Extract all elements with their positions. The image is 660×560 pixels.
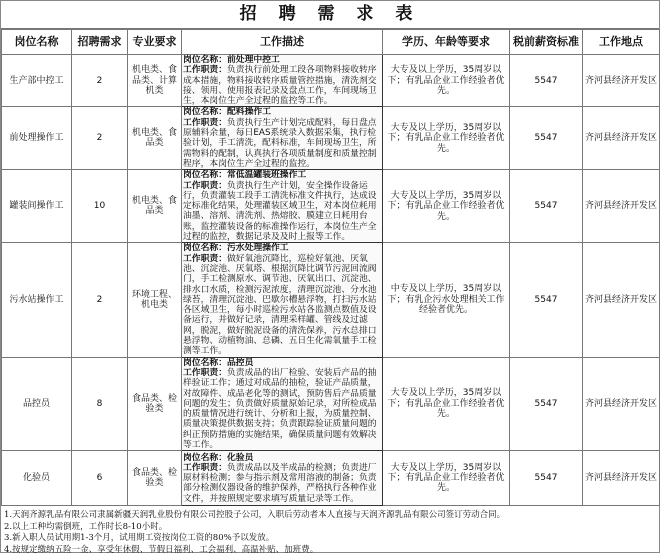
column-header: 岗位名称 [2,30,72,55]
column-header: 专业要求 [128,30,182,55]
cell-salary: 5547 [510,107,583,170]
job-duty: 做好氧池沉降比，巡检好氧池、厌氧池、沉淀池、厌氧塔、根据沉降比调节污泥回流阀门，手工检测原水、调节池、厌氧出口、沉淀池、排水口水质，检测污泥浓度，清理沉淀池、分水池绿苔，清理沉淀池、巴歇尔槽悬浮物，打扫污水站各区域卫生，每小时巡检污水站各监测点数值及设备运行，并做好记录，清理采样罐、管线及过滤网，脱泥，做好脱泥设备的清洗保养，污水总排口悬浮物、动植物油、总磷、五日生化需氧量手工检测等工作。 [183,253,377,357]
table-header-row [2,30,660,55]
cell-location: 齐河县经济开发区 [583,357,660,451]
cell-count: 2 [72,55,128,107]
footnote: 4.按规定缴纳五险一金、享受年休假、节假日福利、工会福利、高温补贴、加班费。 [4,544,319,555]
cell-requirement: 大专及以上学历，35周岁以下；有乳品企业工作经验者优先。 [383,107,510,170]
cell-major: 机电类、食品类、计算机类 [128,55,182,107]
table-row [2,107,660,170]
cell-job-description [182,243,383,357]
cell-position: 生产部中控工 [2,55,72,107]
footnote: 1.天润齐源乳品有限公司隶属新疆天润乳业股份有限公司控股子公司，入职后劳动者本人直接与天润齐源乳品有限公司签订劳动合同。 [4,510,506,521]
cell-position: 罐装间操作工 [2,170,72,243]
job-name: 品控员 [227,357,254,368]
cell-salary: 5547 [510,55,583,107]
label-name: 岗位名称： [183,170,227,181]
cell-job-description [182,357,383,451]
column-header: 学历、年龄等要求 [383,30,510,55]
label-name: 岗位名称： [183,55,227,65]
cell-location: 齐河县经济开发区 [583,55,660,107]
cell-count: 2 [72,107,128,170]
label-duty: 工作职责： [183,180,227,191]
job-duty: 负责成品以及半成品的检测；负责进厂原材料检测；参与指示剂及常用溶液的制备；负责部分检测仪器设备的维护保养，严格执行各种作业文件，并按照规定要求填写质量记录等工作。 [183,462,377,504]
cell-requirement: 大专及以上学历，35周岁以下；有乳品企业工作经验者优先。 [383,170,510,243]
label-duty: 工作职责： [183,65,227,76]
column-header: 工作地点 [583,30,660,55]
label-name: 岗位名称： [183,357,227,368]
cell-location: 齐河县经济开发区 [583,451,660,506]
cell-major: 机电类、食品类 [128,170,182,243]
cell-job-description [182,170,383,243]
label-name: 岗位名称： [183,243,227,254]
cell-salary: 5547 [510,451,583,506]
label-name: 岗位名称： [183,452,227,463]
cell-location: 齐河县经济开发区 [583,170,660,243]
cell-job-description [182,107,383,170]
cell-requirement: 中专及以上学历，35周岁以下；有乳企污水处理相关工作经验者优先。 [383,243,510,357]
cell-salary: 5547 [510,357,583,451]
cell-major: 环境工程、机电类 [128,243,182,357]
cell-requirement: 大专及以上学历，35周岁以下；有乳品企业工作经验者优先。 [383,451,510,506]
cell-job-description [182,451,383,506]
cell-count: 8 [72,357,128,451]
job-name: 常低温罐装班操作工 [227,170,307,181]
job-duty: 负责执行前处理工段各项物料接收转序成本措施，物料接收转序质量管控措施，清洗剂交接、领用、使用报表记录及盘点工作，车间现场卫生，本岗位生产全过程的监控等工作。 [183,65,377,107]
cell-location: 齐河县经济开发区 [583,243,660,357]
footnotes [1,506,659,560]
column-header: 招聘需求 [72,30,128,55]
job-name: 配料操作工 [227,107,271,118]
label-duty: 工作职责： [183,117,227,128]
cell-position: 化验员 [2,451,72,506]
cell-salary: 5547 [510,170,583,243]
cell-requirement: 大专及以上学历，35周岁以下；有乳品企业工作经验者优先。 [383,357,510,451]
cell-salary: 5547 [510,243,583,357]
job-duty: 负责成品的出厂检验、安装后产品的抽样验证工作；通过对成品的抽检，验证产品质量，对故障件、成品老化等的测试，预防售后产品质量问题的发生；负责做好质量原始记录，对所检成品的质量情况进行统计、分析和上报，为质量控制、质量决策提供数据支持；负责跟踪验证质量问题的纠正预防措施的实施结果，确保质量问题有效解决等工作。 [183,367,377,450]
page-title: 招 聘 需 求 表 [1,1,659,29]
cell-count: 10 [72,170,128,243]
cell-location: 齐河县经济开发区 [583,107,660,170]
cell-major: 食品类、检验类 [128,451,182,506]
table-row [2,55,660,107]
column-header: 税前薪资标准 [510,30,583,55]
cell-count: 2 [72,243,128,357]
footnote: 3.新入职人员试用期1-3个月，试用期工资按岗位工资的80%予以发放。 [4,533,275,544]
label-name: 岗位名称： [183,107,227,118]
job-duty: 负责执行生产计划完成配料，每日盘点原辅料余量，每日EAS系统录入数据采集，执行检验计划，手工清洗，配料标准，车间现场卫生，所需物料的配制，认真执行各项质量制度和质量控制程序，本岗位生产全过程的监控。 [183,117,377,169]
table-row [2,451,660,506]
label-duty: 工作职责： [183,367,227,378]
cell-position: 污水站操作工 [2,243,72,357]
footnote: 2.以上工种均需倒班，工作时长8-10小时。 [4,521,168,532]
label-duty: 工作职责： [183,253,227,264]
table-row [2,357,660,451]
cell-position: 前处理操作工 [2,107,72,170]
column-header: 工作描述 [182,30,383,55]
job-name: 污水处理操作工 [227,243,289,254]
cell-job-description [182,55,383,107]
job-duty: 负责执行生产计划，安全操作设备运行，负责灌装工段手工清洗标准文件执行，达成设定标准化结果，处理灌装区域卫生，对本岗位耗用油墨、溶剂、清洗剂、热熔胶、膜建立日耗用台账，监控灌装设备的标准操作运行，本岗位生产全过程的监控，数据记录及及时上报等工作。 [183,180,377,243]
cell-major: 机电类、食品类 [128,107,182,170]
job-name: 前处理中控工 [227,55,280,65]
cell-requirement: 大专及以上学历，35周岁以下；有乳品企业工作经验者优先。 [383,55,510,107]
cell-count: 6 [72,451,128,506]
recruitment-table [1,29,660,506]
label-duty: 工作职责： [183,462,227,473]
job-name: 化验员 [227,452,254,463]
table-row [2,243,660,357]
cell-position: 品控员 [2,357,72,451]
table-row [2,170,660,243]
cell-major: 食品类、检验类 [128,357,182,451]
